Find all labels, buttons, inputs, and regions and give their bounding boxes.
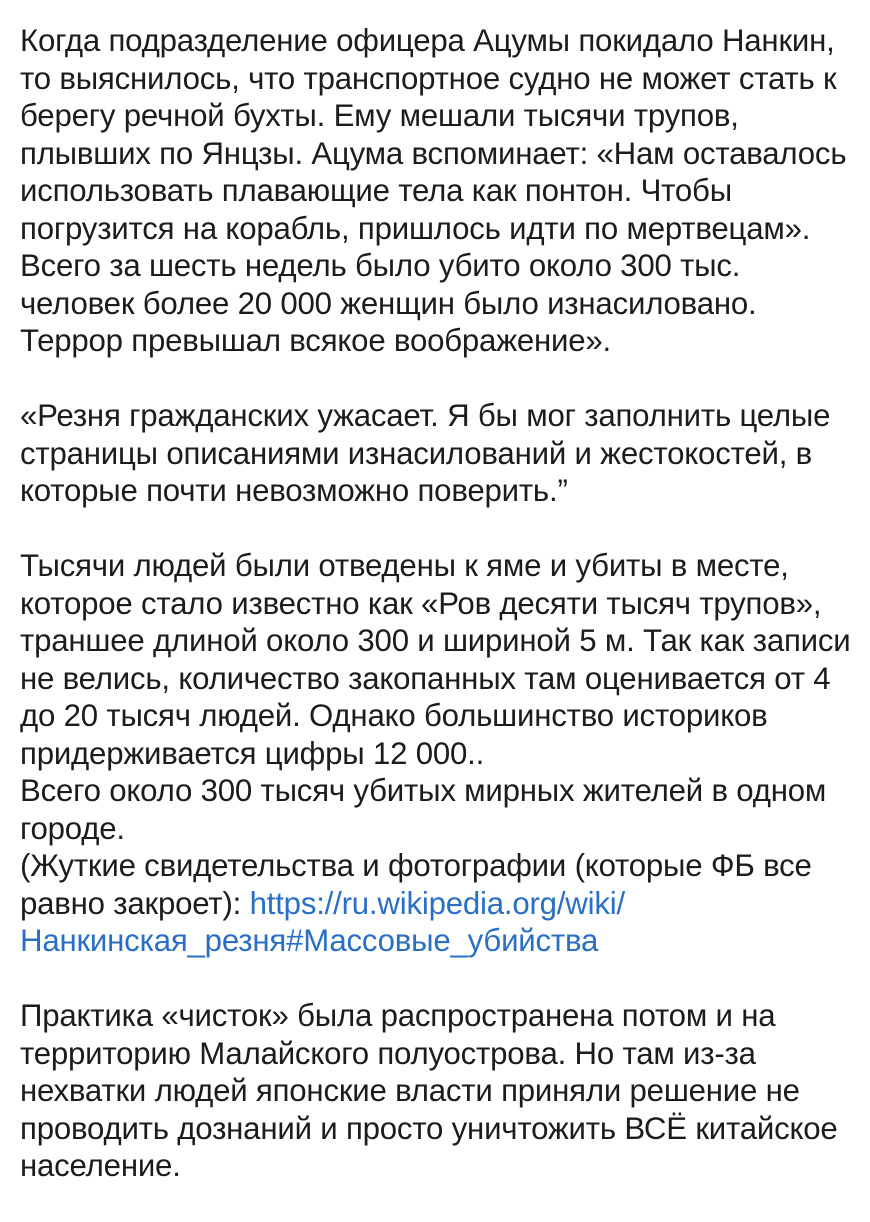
text-line: то выяснилось, что транспортное судно не может стать к	[20, 60, 837, 96]
text-line: берегу речной бухты. Ему мешали тысячи трупов,	[20, 98, 739, 133]
text-line: которые почти невозможно поверить.”	[20, 473, 568, 508]
text-line: плывших по Янцзы. Ацума вспоминает: «Нам оставалось	[20, 135, 847, 171]
text-line: Всего около 300 тысяч убитых мирных жителей в одном	[20, 773, 827, 808]
text-line: которое стало известно как «Ров десяти тысяч трупов»,	[20, 585, 822, 621]
text-line: проводить дознаний и просто уничтожить ВСЁ китайское	[20, 1110, 838, 1146]
text-line: придерживается цифры 12 000..	[20, 735, 485, 771]
paragraph-atsuma-memoir	[20, 22, 856, 360]
text-line: нехватки людей японские власти приняли решение не	[20, 1073, 800, 1108]
text-line: территорию Малайского полуострова. Но там из-за	[20, 1035, 756, 1071]
text-line: Террор превышал всякое воображение».	[20, 323, 611, 358]
link-prefix-text: равно закроет):	[20, 885, 250, 921]
text-line: Всего за шесть недель было убито около 300 тыс.	[20, 248, 741, 283]
wikipedia-link[interactable]: https://ru.wikipedia.org/wiki/	[249, 885, 625, 921]
text-line: погрузится на корабль, пришлось идти по мертвецам».	[20, 210, 811, 246]
text-line-link	[20, 922, 856, 960]
paragraph-trench	[20, 547, 856, 960]
paragraph-malaya	[20, 997, 856, 1185]
text-line-with-link	[20, 885, 856, 923]
text-line: страницы описаниями изнасилований и жестокостей, в	[20, 435, 812, 471]
text-line: не велись, количество закопанных там оценивается от 4	[20, 660, 831, 696]
text-line: траншее длиной около 300 и шириной 5 м. Так как записи	[20, 623, 851, 658]
text-line: «Резня гражданских ужасает. Я бы мог заполнить целые	[20, 398, 831, 433]
wikipedia-link-continued[interactable]: Нанкинская_резня#Массовые_убийства	[20, 923, 599, 958]
text-line: городе.	[20, 810, 125, 846]
text-line: (Жуткие свидетельства и фотографии (которые ФБ все	[20, 848, 812, 883]
text-line: Тысячи людей были отведены к яме и убиты в месте,	[20, 548, 789, 583]
text-line: человек более 20 000 женщин было изнасиловано.	[20, 285, 757, 321]
paragraph-quote	[20, 397, 856, 510]
text-line: до 20 тысяч людей. Однако большинство историков	[20, 698, 768, 733]
post-text	[20, 22, 856, 1222]
text-line: использовать плавающие тела как понтон. Чтобы	[20, 173, 732, 208]
text-line: Когда подразделение офицера Ацумы покидало Нанкин,	[20, 23, 835, 58]
text-line: Практика «чисток» была распространена потом и на	[20, 998, 776, 1033]
text-line: население.	[20, 1148, 181, 1183]
